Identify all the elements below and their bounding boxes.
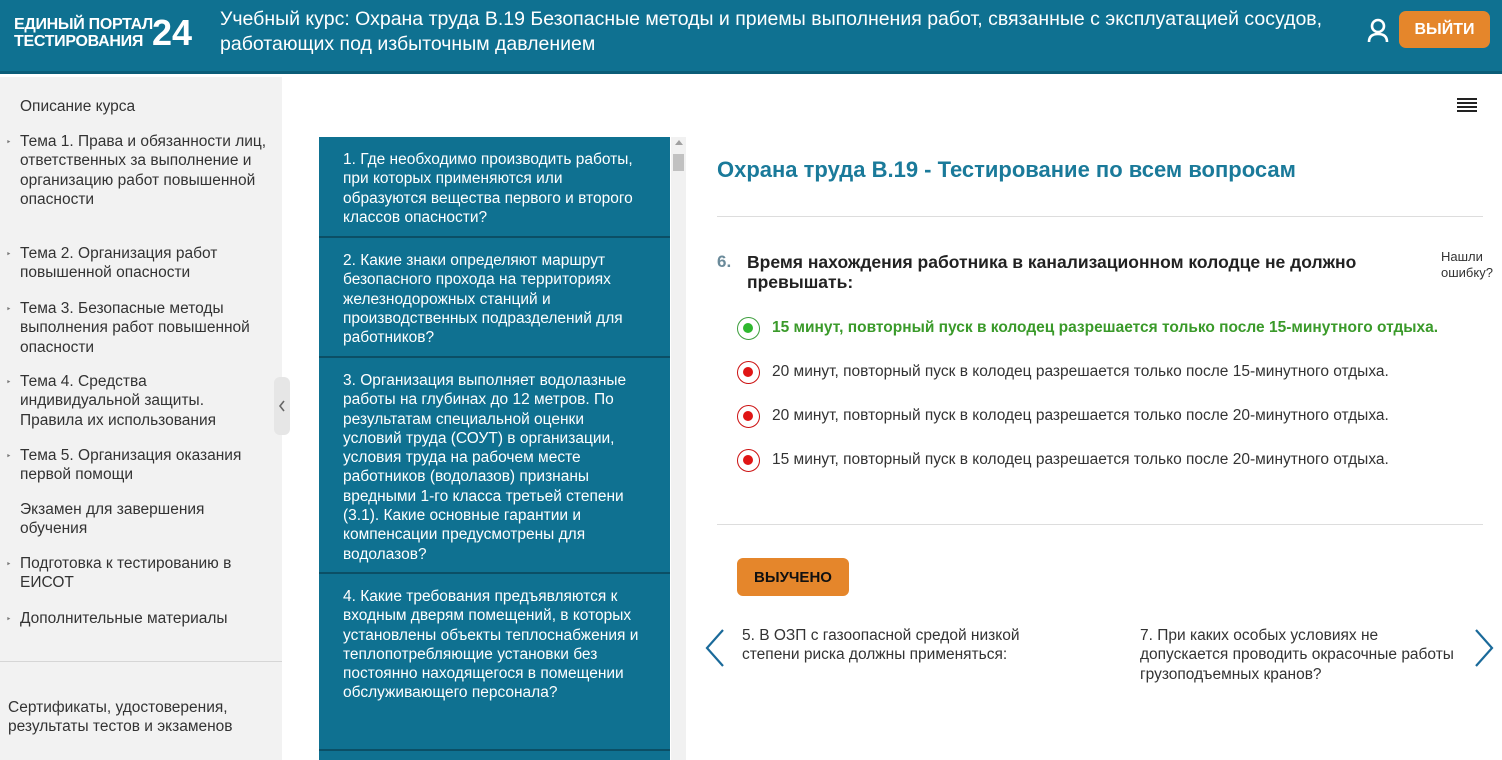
question-list-item[interactable] — [319, 358, 670, 574]
question-list-item-text: 3. Организация выполняет водолазные работы на глубинах до 12 метров. По результатам специальной оценки условий труда (СОУТ) в организации, условия труда на рабочем месте работников (водолазов) признаны вредными 1-го класса третьей степени (3.1). Какие основные гарантии и компенсации предусмотрены для водолазов? — [343, 372, 627, 563]
question-number: 6. — [717, 252, 732, 271]
question-text: Время нахождения работника в канализационном колодце не должно превышать: — [747, 252, 1357, 292]
sidebar-item-course-description[interactable] — [20, 97, 270, 116]
wrong-answer-radio-icon — [737, 361, 760, 384]
bullet-icon: ‣ — [6, 614, 12, 624]
answer-option[interactable] — [737, 448, 1497, 474]
sidebar-item-label: Тема 5. Организация оказания первой помощи — [20, 447, 242, 484]
sidebar-item-topic-2[interactable] — [6, 244, 270, 283]
bullet-icon: ‣ — [6, 377, 12, 387]
chevron-left-icon — [278, 400, 286, 412]
portal-logo[interactable] — [14, 12, 204, 55]
test-title: Охрана труда В.19 - Тестирование по всем вопросам — [717, 157, 1296, 182]
answer-option[interactable] — [737, 404, 1497, 430]
bullet-icon: ‣ — [6, 559, 12, 569]
sidebar-item-label: Подготовка к тестированию в ЕИСОТ — [20, 555, 232, 592]
exit-button[interactable]: ВЫЙТИ — [1399, 11, 1490, 48]
sidebar-item-topic-4[interactable] — [6, 372, 270, 430]
correct-answer-radio-icon — [737, 317, 760, 340]
question-list[interactable] — [319, 137, 670, 760]
divider — [717, 524, 1483, 525]
previous-question-link[interactable]: 5. В ОЗП с газоопасной средой низкой степени риска должны применяться: — [742, 627, 1020, 664]
sidebar-item-topic-1[interactable] — [6, 132, 270, 209]
answer-text: 20 минут, повторный пуск в колодец разрешается только после 20-минутного отдыха. — [772, 407, 1389, 424]
hamburger-menu-icon[interactable] — [1457, 97, 1477, 113]
logo-text — [14, 16, 153, 50]
answer-text: 15 минут, повторный пуск в колодец разрешается только после 15-минутного отдыха. — [772, 319, 1439, 336]
sidebar-item-label: Тема 2. Организация работ повышенной опасности — [20, 245, 218, 282]
sidebar-certificates-link[interactable]: Сертификаты, удостоверения, результаты тестов и экзаменов — [8, 699, 233, 736]
chevron-right-icon[interactable] — [1472, 628, 1496, 668]
question-list-item[interactable] — [319, 574, 670, 751]
report-error-link[interactable]: Нашли ошибку? — [1441, 249, 1493, 280]
sidebar-item-topic-3[interactable] — [6, 299, 270, 357]
bullet-icon: ‣ — [6, 304, 12, 314]
course-title: Учебный курс: Охрана труда В.19 Безопасные методы и приемы выполнения работ, связанные с эксплуатацией сосудов, работающих под избыточным давлением — [220, 8, 1323, 55]
question-list-item[interactable] — [319, 137, 670, 238]
question-list-scrollbar[interactable] — [671, 137, 686, 760]
answer-option[interactable] — [737, 360, 1497, 386]
learned-button[interactable]: ВЫУЧЕНО — [737, 558, 849, 596]
logo-line-1: ЕДИНЫЙ ПОРТАЛ — [14, 16, 153, 33]
sidebar-item-label: Дополнительные материалы — [20, 610, 228, 627]
question-list-item-text: 1. Где необходимо производить работы, при которых применяются или образуются вещества первого и второго классов опасности? — [343, 151, 633, 226]
top-header — [0, 0, 1502, 74]
next-question-link[interactable]: 7. При каких особых условиях не допускается проводить окрасочные работы грузоподъемных кранов? — [1140, 627, 1454, 683]
scroll-thumb[interactable] — [673, 154, 684, 171]
logo-number: 24 — [152, 12, 193, 53]
sidebar-item-label: Тема 4. Средства индивидуальной защиты. Правила их использования — [20, 373, 217, 429]
bullet-icon: ‣ — [6, 137, 12, 147]
chevron-left-icon[interactable] — [703, 628, 727, 668]
sidebar-divider — [0, 661, 282, 662]
bullet-icon: ‣ — [6, 451, 12, 461]
sidebar-item-topic-5[interactable] — [6, 446, 270, 485]
sidebar-item-label: Экзамен для завершения обучения — [20, 501, 205, 538]
sidebar-item-label: Тема 1. Права и обязанности лиц, ответственных за выполнение и организацию работ повышенной опасности — [20, 133, 267, 208]
answer-option[interactable] — [737, 316, 1497, 342]
wrong-answer-radio-icon — [737, 449, 760, 472]
sidebar-item-eisot-prep[interactable] — [6, 554, 270, 593]
sidebar-item-label: Тема 3. Безопасные методы выполнения работ повышенной опасности — [20, 300, 250, 356]
question-list-item[interactable] — [319, 238, 670, 358]
logo-line-2: ТЕСТИРОВАНИЯ — [14, 33, 144, 50]
course-sidebar — [0, 77, 282, 760]
divider — [717, 216, 1483, 217]
sidebar-item-extra-materials[interactable] — [6, 609, 270, 628]
bullet-icon: ‣ — [6, 249, 12, 259]
user-profile-icon[interactable] — [1365, 18, 1391, 44]
wrong-answer-radio-icon — [737, 405, 760, 428]
answer-text: 15 минут, повторный пуск в колодец разрешается только после 20-минутного отдыха. — [772, 451, 1389, 468]
sidebar-item-label: Описание курса — [20, 98, 136, 115]
collapse-sidebar-handle[interactable] — [274, 377, 290, 435]
question-list-item-text: 2. Какие знаки определяют маршрут безопасного прохода на территориях железнодорожных станций и производственных подразделений для работников? — [343, 252, 623, 347]
answer-text: 20 минут, повторный пуск в колодец разрешается только после 15-минутного отдыха. — [772, 363, 1389, 380]
scroll-up-arrow-icon[interactable] — [675, 140, 683, 145]
sidebar-item-final-exam[interactable] — [20, 500, 270, 539]
question-list-item-text: 4. Какие требования предъявляются к входным дверям помещений, в которых установлены объекты теплоснабжения и теплопотребляющие установки без постоянно находящегося в помещении обслуживающего персонала? — [343, 588, 639, 702]
